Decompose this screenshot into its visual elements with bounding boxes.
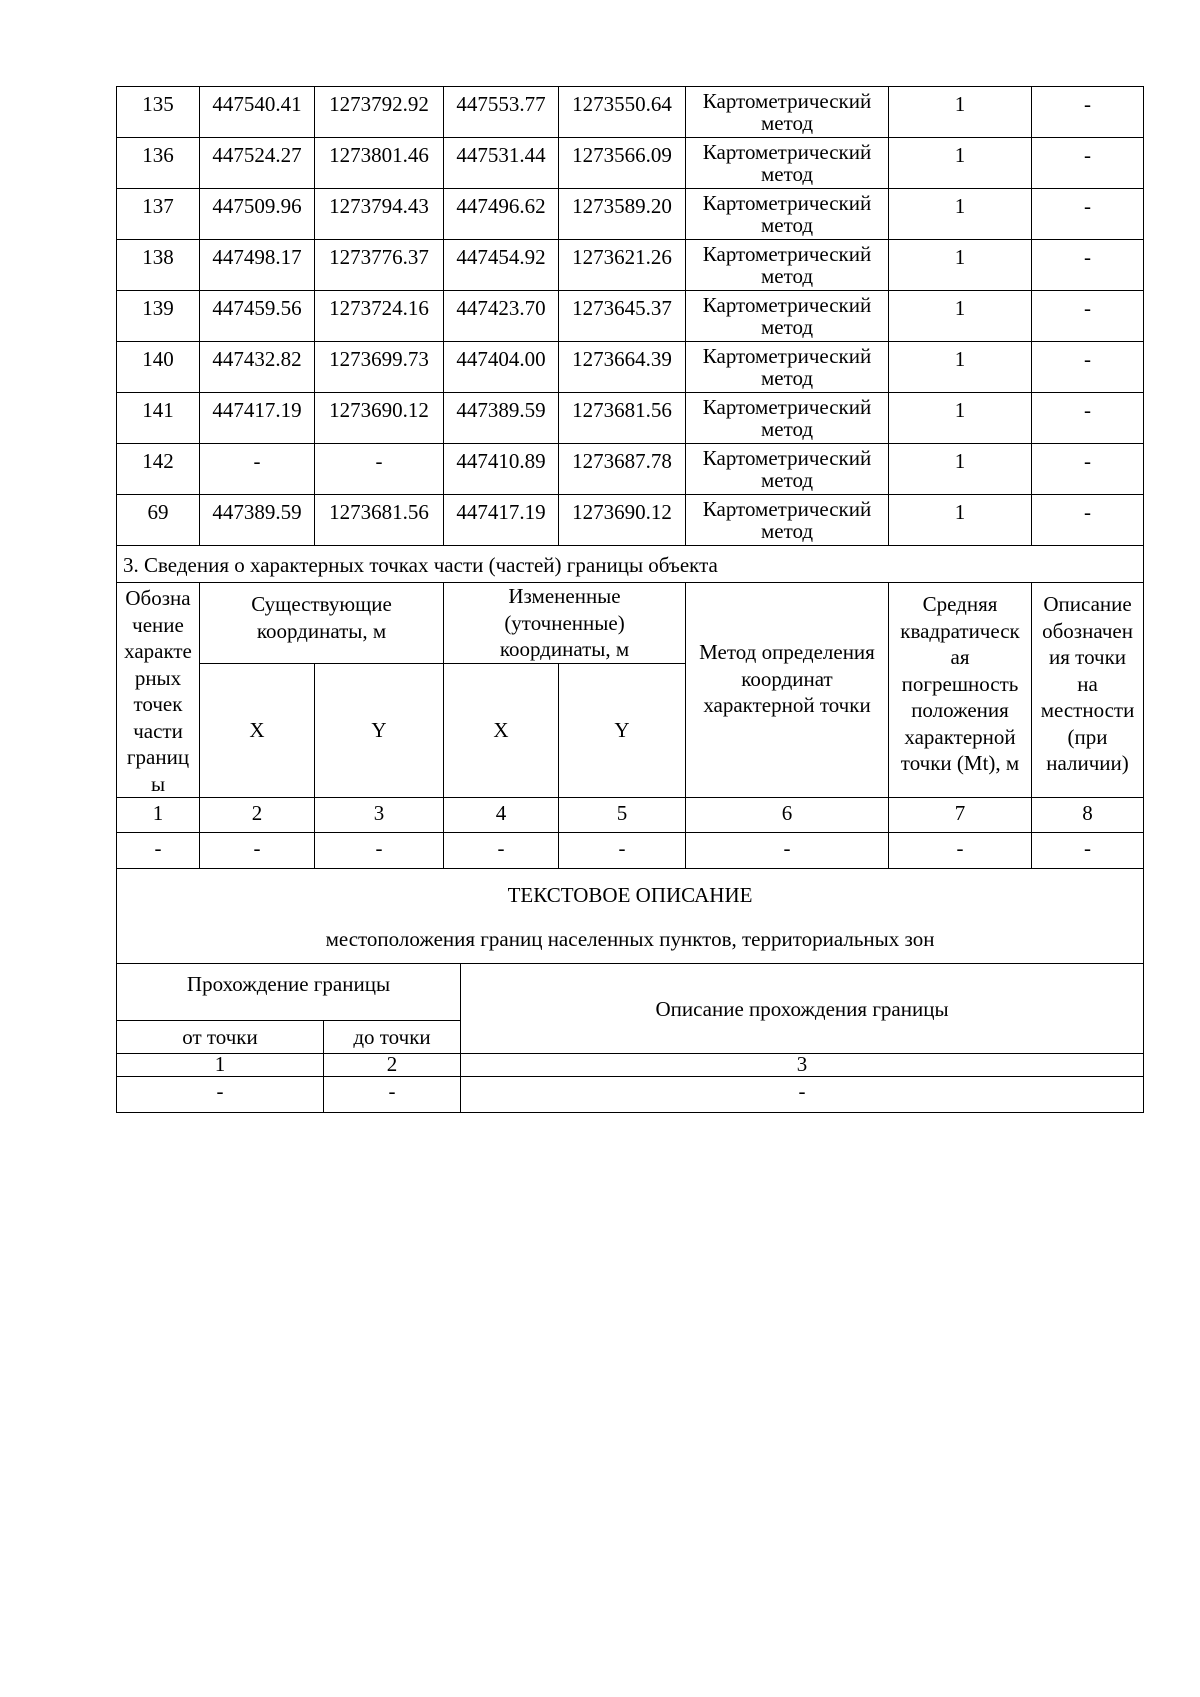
changed-x: 447553.77 (444, 87, 559, 138)
existing-x: 447432.82 (200, 342, 315, 393)
existing-x: 447540.41 (200, 87, 315, 138)
changed-y: 1273687.78 (559, 444, 686, 495)
method-cell: Картометрический метод (686, 393, 889, 444)
point-number: 139 (117, 291, 200, 342)
method-cell: Картометрический метод (686, 138, 889, 189)
existing-x: 447417.19 (200, 393, 315, 444)
changed-y: 1273550.64 (559, 87, 686, 138)
mean-error: 1 (889, 342, 1032, 393)
section3-title-row (117, 546, 1144, 583)
points-table (116, 86, 1144, 546)
point-description: - (1032, 393, 1144, 444)
section3-empty-row: - - - - - - - - (117, 833, 1144, 869)
point-number: 136 (117, 138, 200, 189)
changed-x: 447531.44 (444, 138, 559, 189)
point-description: - (1032, 495, 1144, 546)
existing-y: 1273724.16 (315, 291, 444, 342)
method-cell: Картометрический метод (686, 495, 889, 546)
text-empty-row: - - - (117, 1077, 1144, 1113)
existing-y: 1273776.37 (315, 240, 444, 291)
changed-x: 447389.59 (444, 393, 559, 444)
text-description-title: ТЕКСТОВОЕ ОПИСАНИЕ (507, 883, 753, 907)
changed-y: 1273681.56 (559, 393, 686, 444)
changed-x: 447410.89 (444, 444, 559, 495)
point-description: - (1032, 291, 1144, 342)
text-description-title-row (117, 869, 1144, 964)
changed-x-header: X (444, 664, 559, 798)
changed-x: 447423.70 (444, 291, 559, 342)
method-header: Метод определения координат характерной точки (686, 583, 889, 798)
point-description: - (1032, 342, 1144, 393)
changed-y-header: Y (559, 664, 686, 798)
existing-y: 1273794.43 (315, 189, 444, 240)
changed-y: 1273645.37 (559, 291, 686, 342)
boundary-passage-header: Прохождение границы (117, 964, 461, 1021)
changed-y: 1273690.12 (559, 495, 686, 546)
existing-x: - (200, 444, 315, 495)
point-description: - (1032, 240, 1144, 291)
passage-description-header: Описание прохождения границы (461, 964, 1144, 1054)
point-designation-header: Обозна чение характе рных точек части границ ы (117, 583, 200, 798)
document-sheet (116, 86, 1143, 1113)
mean-error: 1 (889, 240, 1032, 291)
text-description-subtitle: местоположения границ населенных пунктов, территориальных зон (325, 927, 935, 951)
point-row (117, 87, 1144, 138)
to-point-header: до точки (324, 1021, 461, 1054)
existing-y: 1273681.56 (315, 495, 444, 546)
point-row (117, 189, 1144, 240)
point-row (117, 240, 1144, 291)
existing-y: 1273801.46 (315, 138, 444, 189)
existing-y-header: Y (315, 664, 444, 798)
mean-error: 1 (889, 291, 1032, 342)
point-description-header: Описание обозначен ия точки на местности (при наличии) (1032, 583, 1144, 798)
changed-y: 1273664.39 (559, 342, 686, 393)
point-number: 142 (117, 444, 200, 495)
existing-x: 447498.17 (200, 240, 315, 291)
point-number: 141 (117, 393, 200, 444)
point-description: - (1032, 138, 1144, 189)
mean-error: 1 (889, 393, 1032, 444)
existing-x: 447524.27 (200, 138, 315, 189)
mean-error: 1 (889, 444, 1032, 495)
section3-table (116, 546, 1144, 869)
section3-title: 3. Сведения о характерных точках части (частей) границы объекта (117, 546, 1144, 583)
point-row (117, 393, 1144, 444)
existing-x-header: X (200, 664, 315, 798)
changed-x: 447404.00 (444, 342, 559, 393)
mean-error: 1 (889, 189, 1032, 240)
section3-index-row: 1 2 3 4 5 6 7 8 (117, 798, 1144, 833)
text-index-row: 1 2 3 (117, 1054, 1144, 1077)
existing-coordinates-header: Существующие координаты, м (200, 583, 444, 664)
point-number: 140 (117, 342, 200, 393)
point-description: - (1032, 444, 1144, 495)
method-cell: Картометрический метод (686, 87, 889, 138)
mean-error: 1 (889, 138, 1032, 189)
point-description: - (1032, 189, 1144, 240)
point-number: 135 (117, 87, 200, 138)
method-cell: Картометрический метод (686, 240, 889, 291)
changed-x: 447454.92 (444, 240, 559, 291)
changed-y: 1273589.20 (559, 189, 686, 240)
existing-x: 447459.56 (200, 291, 315, 342)
point-row (117, 291, 1144, 342)
point-number: 69 (117, 495, 200, 546)
point-row (117, 342, 1144, 393)
existing-x: 447509.96 (200, 189, 315, 240)
changed-y: 1273621.26 (559, 240, 686, 291)
changed-x: 447496.62 (444, 189, 559, 240)
mean-error: 1 (889, 495, 1032, 546)
changed-x: 447417.19 (444, 495, 559, 546)
point-row (117, 444, 1144, 495)
existing-x: 447389.59 (200, 495, 315, 546)
existing-y: 1273690.12 (315, 393, 444, 444)
mean-error: 1 (889, 87, 1032, 138)
changed-y: 1273566.09 (559, 138, 686, 189)
point-description: - (1032, 87, 1144, 138)
existing-y: 1273792.92 (315, 87, 444, 138)
existing-y: 1273699.73 (315, 342, 444, 393)
changed-coordinates-header: Измененные (уточненные) координаты, м (444, 583, 686, 664)
point-number: 137 (117, 189, 200, 240)
text-description-table (116, 869, 1144, 1113)
point-row (117, 138, 1144, 189)
method-cell: Картометрический метод (686, 189, 889, 240)
method-cell: Картометрический метод (686, 342, 889, 393)
point-number: 138 (117, 240, 200, 291)
method-cell: Картометрический метод (686, 444, 889, 495)
point-row (117, 495, 1144, 546)
from-point-header: от точки (117, 1021, 324, 1054)
mean-error-header: Средняя квадратическ ая погрешность положения характерной точки (Mt), м (889, 583, 1032, 798)
method-cell: Картометрический метод (686, 291, 889, 342)
existing-y: - (315, 444, 444, 495)
